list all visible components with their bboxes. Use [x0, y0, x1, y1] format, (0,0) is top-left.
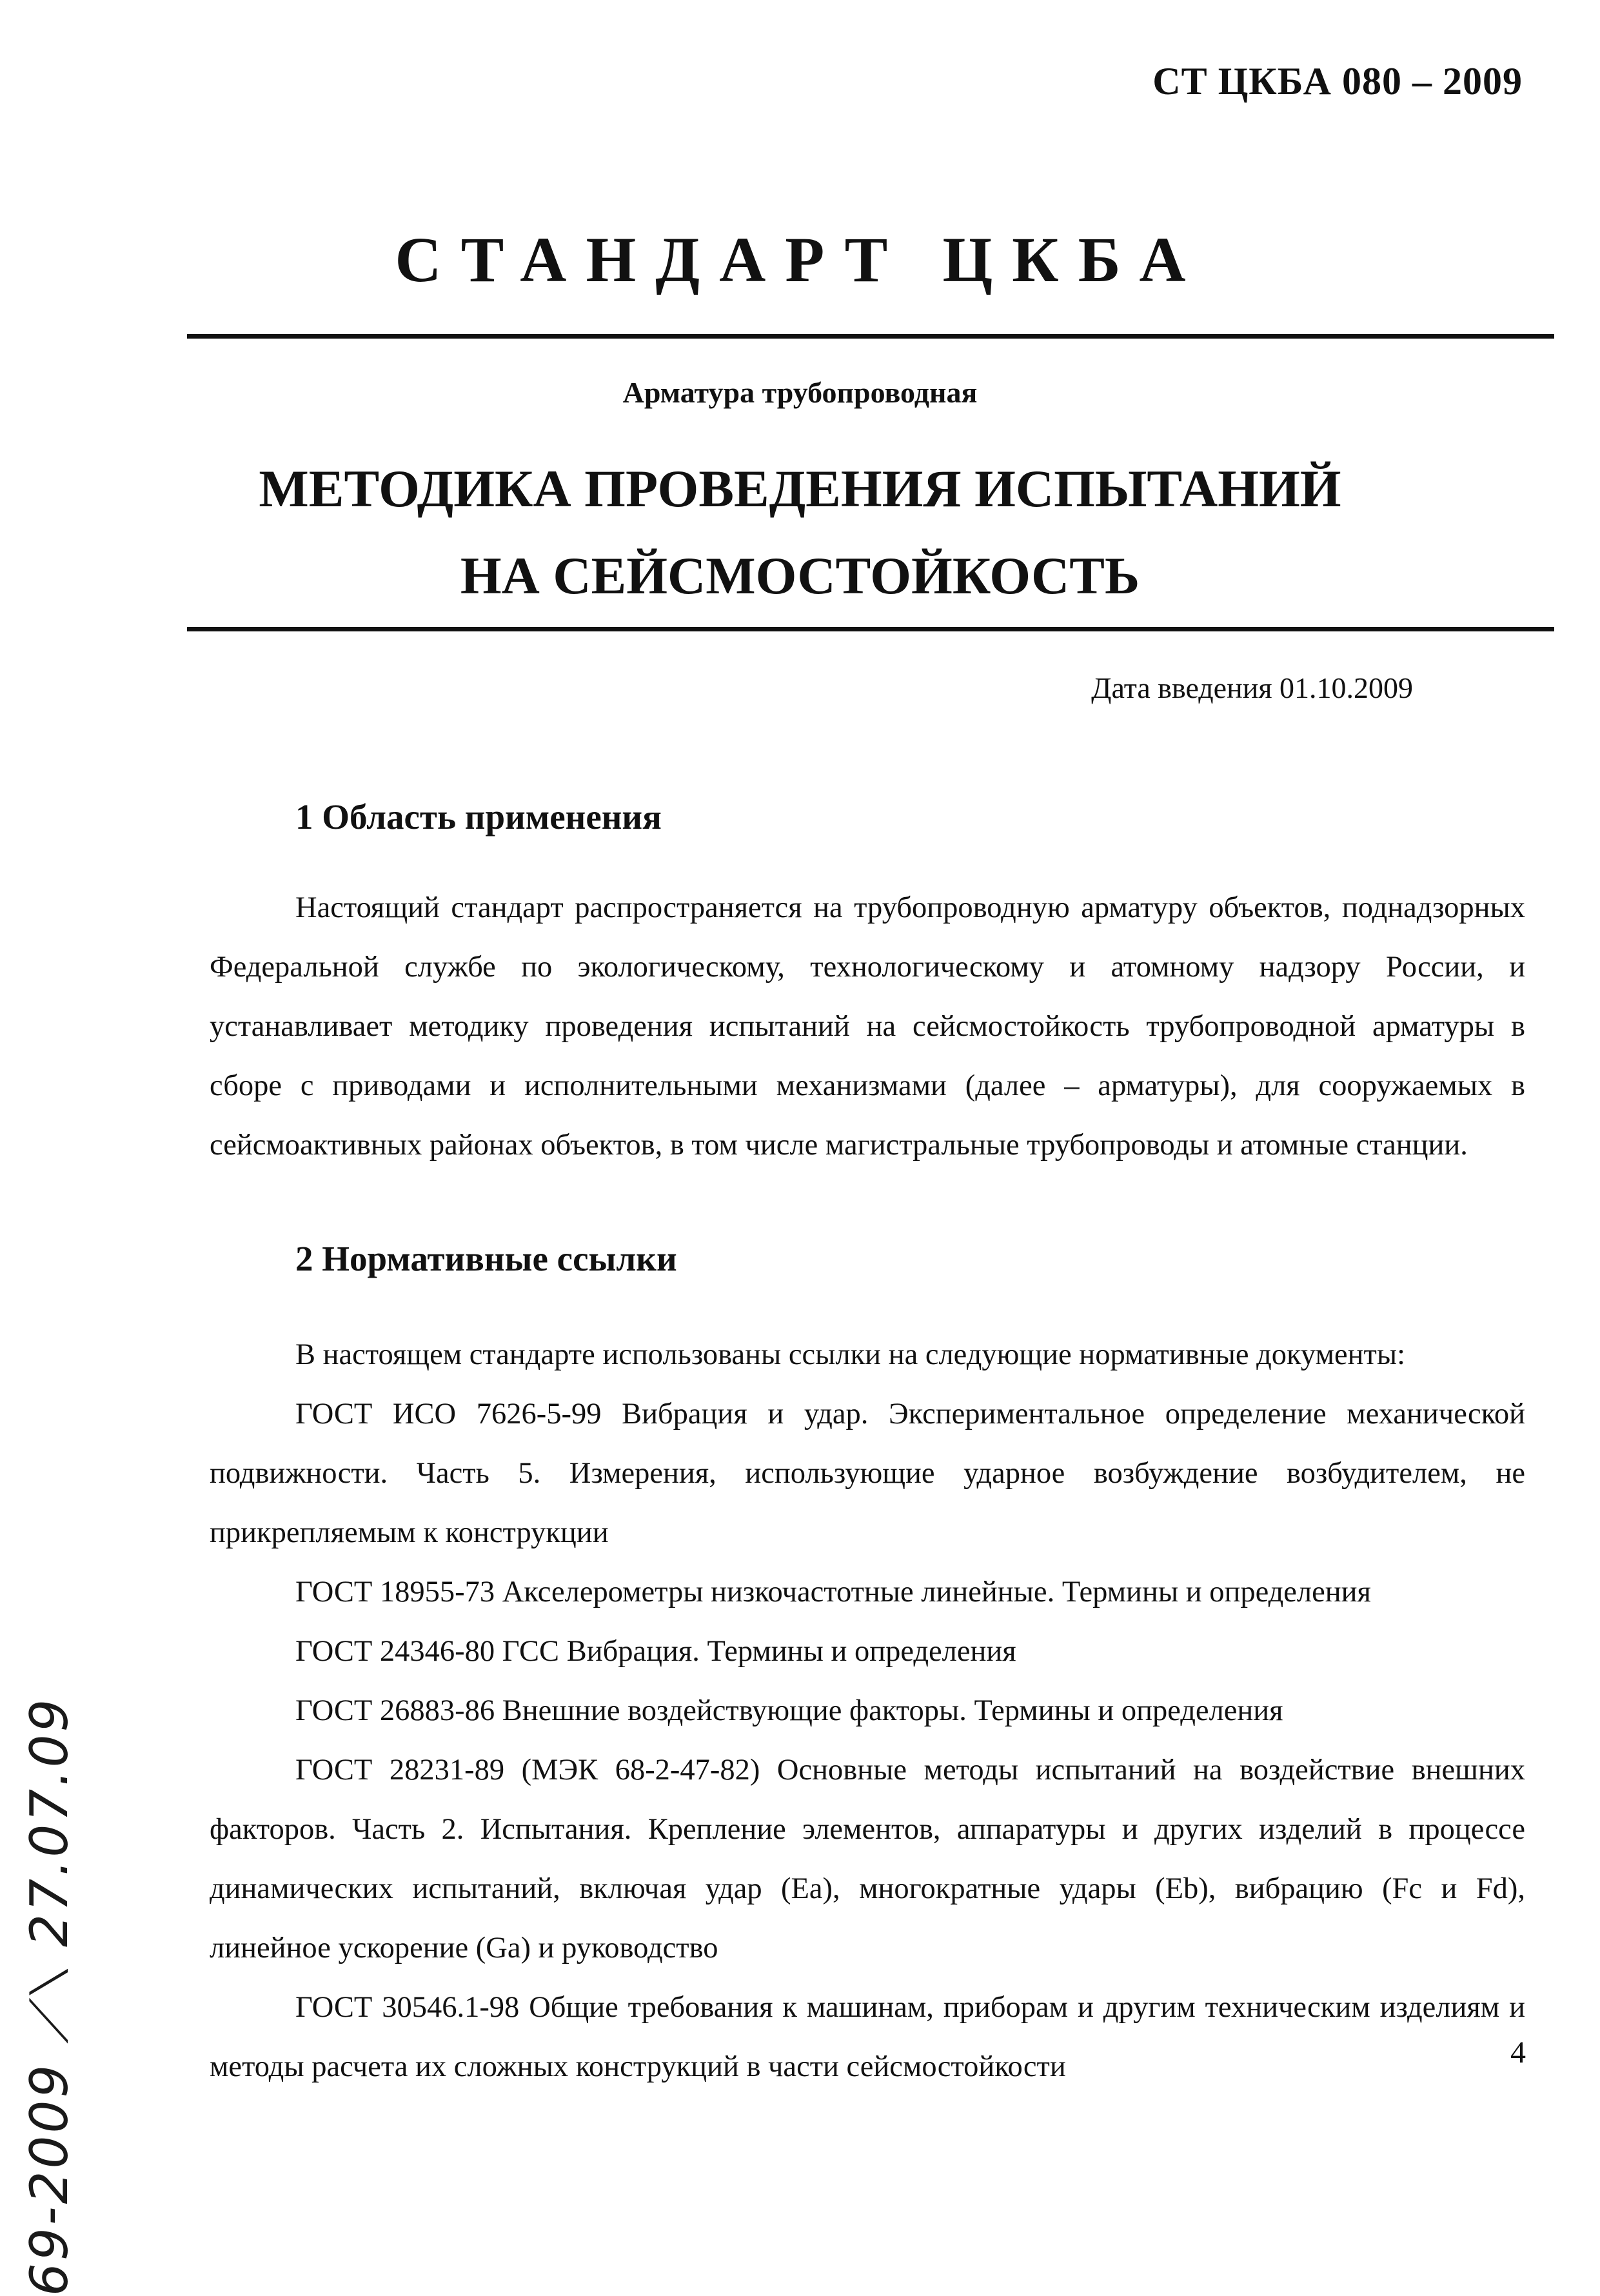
document-subject: Арматура трубопроводная: [622, 376, 978, 409]
standard-title: СТАНДАРТ ЦКБА: [395, 224, 1205, 295]
reference-item: ГОСТ 24346-80 ГСС Вибрация. Термины и определения: [295, 1635, 1016, 1668]
document-code: СТ ЦКБА 080 – 2009: [1152, 60, 1523, 103]
title-divider-bottom: [187, 627, 1554, 631]
reference-item: ГОСТ 30546.1-98 Общие требования к машинам, приборам и другим техническим изделиям и методы расчета их сложных конструкций в части сейсмостойкости: [210, 1991, 1525, 2083]
introduction-date: Дата введения 01.10.2009: [1091, 671, 1413, 704]
reference-item: ГОСТ 18955-73 Акселерометры низкочастотные линейные. Термины и определения: [295, 1576, 1371, 1608]
normative-references: [210, 1325, 1525, 2097]
document-title-line-1: МЕТОДИКА ПРОВЕДЕНИЯ ИСПЫТАНИЙ: [259, 459, 1341, 518]
section-2-heading: 2 Нормативные ссылки: [295, 1239, 677, 1278]
title-divider-top: [187, 334, 1554, 339]
section-1-heading: 1 Область применения: [295, 797, 662, 836]
reference-item: ГОСТ 28231-89 (МЭК 68-2-47-82) Основные методы испытаний на воздействие внешних факторов. Часть 2. Испытания. Крепление элементов, аппаратуры и других изделий в процессе динамических испытаний, включая удар (Ea), многократные удары (Eb), вибрацию (Fc и Fd), линейное ускорение (Ga) и руководство: [210, 1754, 1525, 1964]
handwritten-margin-stamp: 69-2009 ⟋⟍ 27.07.09: [19, 1696, 79, 2296]
page-number: 4: [1510, 2035, 1526, 2070]
document-title-line-2: НА СЕЙСМОСТОЙКОСТЬ: [460, 546, 1140, 605]
reference-item: ГОСТ ИСО 7626-5-99 Вибрация и удар. Экспериментальное определение механической подвижности. Часть 5. Измерения, использующие ударное возбуждение возбудителем, не прикрепляемым к конструкции: [210, 1398, 1525, 1549]
references-intro: В настоящем стандарте использованы ссылки на следующие нормативные документы:: [295, 1338, 1405, 1371]
section-1-paragraph: Настоящий стандарт распространяется на трубопроводную арматуру объектов, поднадзорных Федеральной службе по экологическому, технологическому и атомному надзору России, и устанавливает методику проведения испытаний на сейсмостойкость трубопроводной арматуры в сборе с приводами и исполнительными механизмами (далее – арматуры), для сооружаемых в сейсмоактивных районах объектов, в том числе магистральные трубопроводы и атомные станции.: [210, 891, 1525, 1162]
reference-item: ГОСТ 26883-86 Внешние воздействующие факторы. Термины и определения: [295, 1694, 1283, 1727]
document-title: [0, 445, 1600, 619]
